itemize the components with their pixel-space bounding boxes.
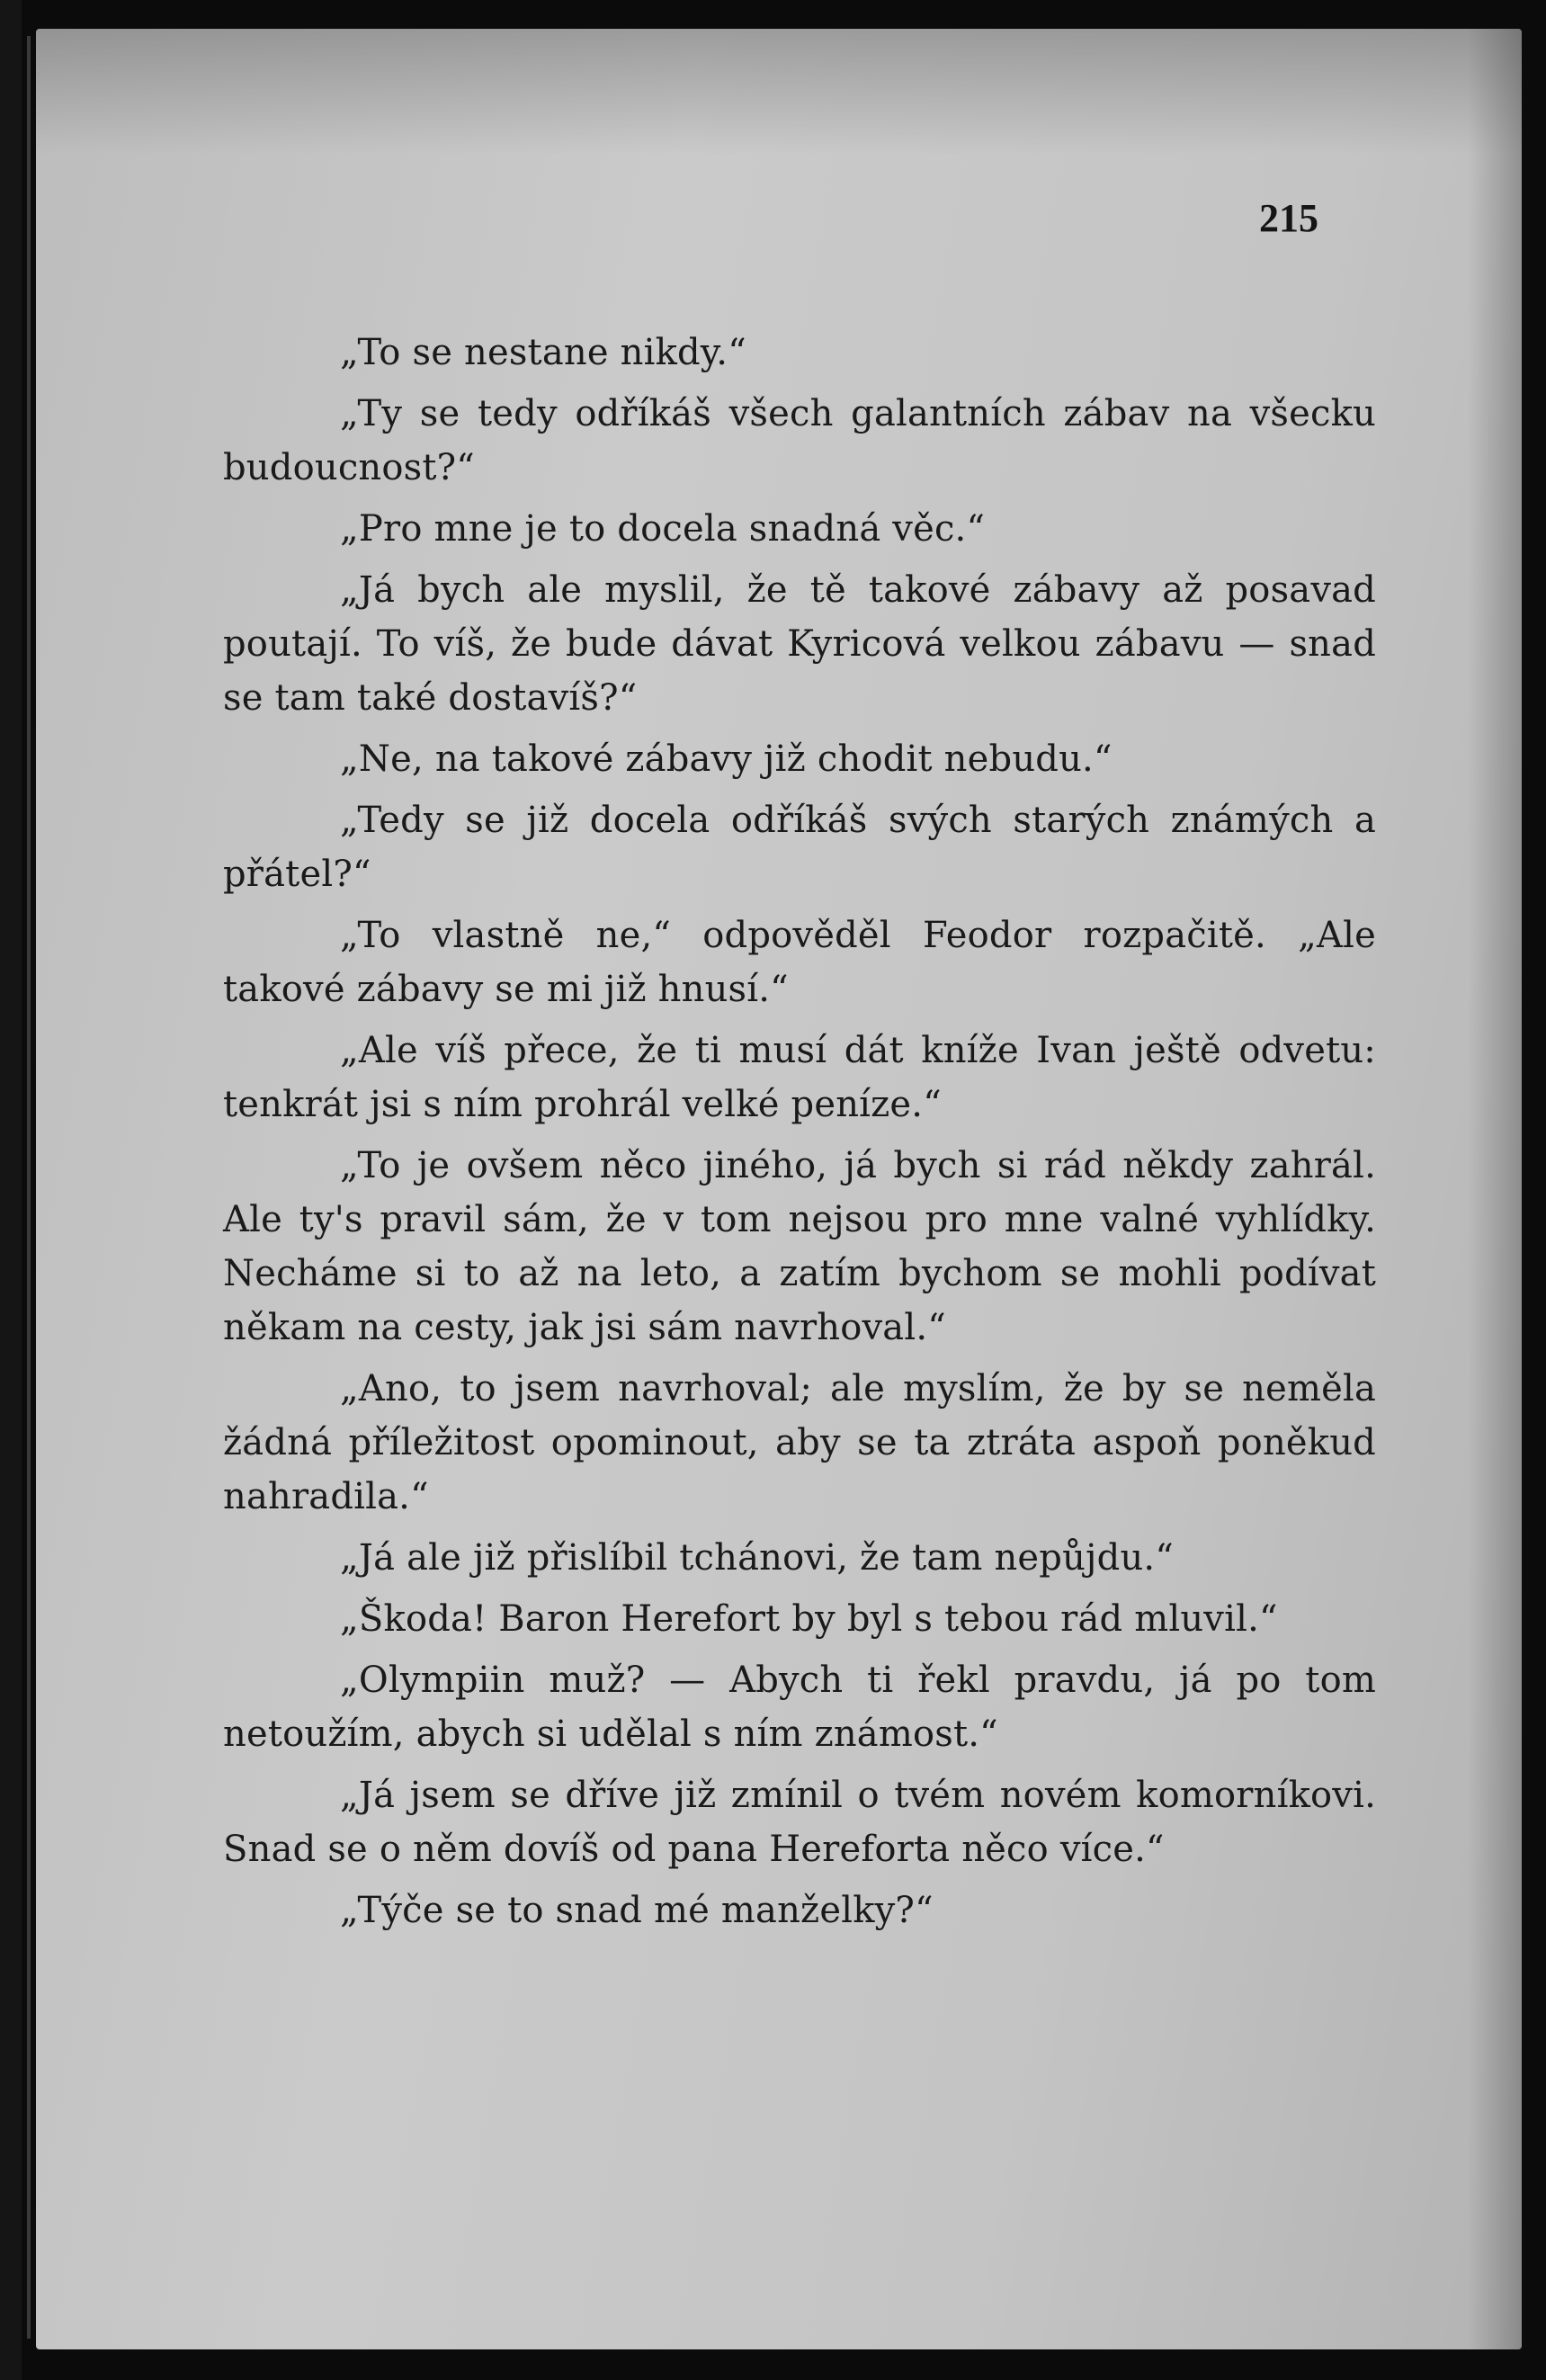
binding-line	[27, 36, 31, 2339]
paragraph: „To je ovšem něco jiného, já bych si rád někdy zahrál. Ale ty's pravil sám, že v tom nejsou pro mne valné vyhlídky. Necháme si to až na leto, a zatím bychom se mohli podívat někam na cesty, jak jsi sám navrhoval.“	[223, 1145, 1376, 1348]
paragraph: „Týče se to snad mé manželky?“	[340, 1890, 934, 1931]
paragraph: „To se nestane nikdy.“	[340, 332, 746, 373]
paragraph: „Ne, na takové zábavy již chodit nebudu.“	[340, 738, 1113, 780]
paragraph: „Já ale již přislíbil tchánovi, že tam nepůjdu.“	[340, 1537, 1174, 1579]
paragraph: „To vlastně ne,“ odpověděl Feodor rozpačitě. „Ale takové zábavy se mi již hnusí.“	[223, 915, 1376, 1010]
paragraph: „Já jsem se dříve již zmínil o tvém novém komorníkovi. Snad se o něm dovíš od pana Hereforta něco více.“	[223, 1775, 1376, 1870]
book-page	[36, 29, 1522, 2349]
paragraph: „Ale víš přece, že ti musí dát kníže Ivan ještě odvetu: tenkrát jsi s ním prohrál velké peníze.“	[223, 1030, 1376, 1125]
paragraph: „Ty se tedy odříkáš všech galantních zábav na všecku budoucnost?“	[223, 393, 1376, 488]
paragraph: „Olympiin muž? — Abych ti řekl pravdu, já po tom netoužím, abych si udělal s ním známost.“	[223, 1660, 1376, 1755]
body-text	[223, 326, 1376, 1945]
paragraph: „Tedy se již docela odříkáš svých starých známých a přátel?“	[223, 800, 1376, 895]
paragraph: „Škoda! Baron Herefort by byl s tebou rád mluvil.“	[340, 1598, 1278, 1640]
paragraph: „Ano, to jsem navrhoval; ale myslím, že by se neměla žádná příležitost opominout, aby se ta ztráta aspoň poněkud nahradila.“	[223, 1368, 1376, 1517]
paragraph: „Pro mne je to docela snadná věc.“	[340, 508, 986, 550]
binding-edge	[0, 0, 22, 2380]
paragraph: „Já bych ale myslil, že tě takové zábavy až posavad poutají. To víš, že bude dávat Kyricová velkou zábavu — snad se tam také dostavíš?“	[223, 569, 1376, 719]
page-number: 215	[1259, 196, 1318, 240]
